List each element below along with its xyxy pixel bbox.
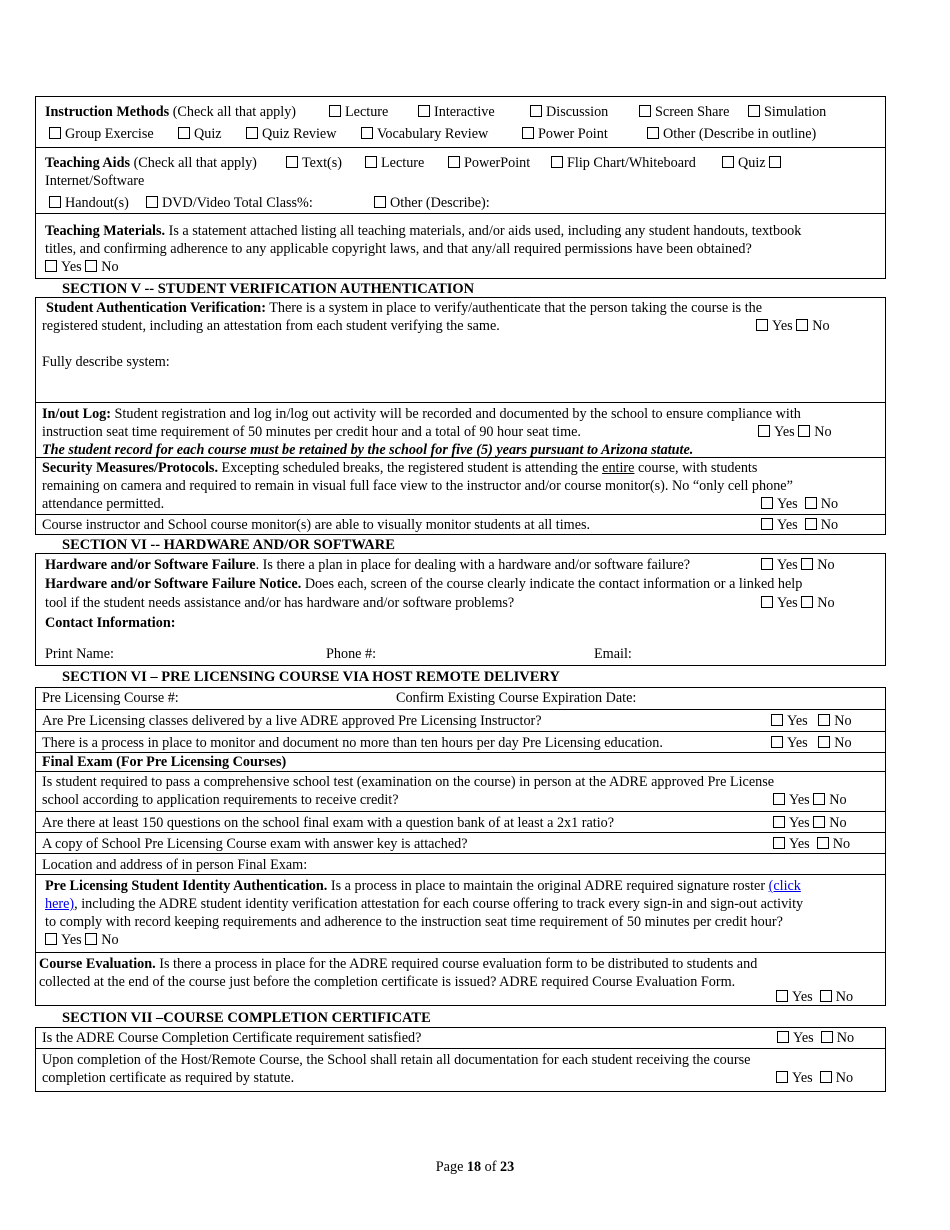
aid-other[interactable]: Other (Describe): [374,194,490,212]
hardware-failure-label: Hardware and/or Software Failure [45,557,256,573]
checkbox[interactable] [761,596,773,608]
checkbox[interactable] [801,596,813,608]
exam-location-row: Location and address of in person Final Exam: [36,853,885,875]
q2-yes-no[interactable]: Yes No [771,734,852,752]
auth-label: Student Authentication Verification: [46,300,266,316]
checkbox[interactable] [246,127,258,139]
opt-discussion[interactable]: Discussion [530,103,608,121]
aid-internet-software: Internet/Software [45,173,145,189]
checkbox[interactable] [146,196,158,208]
checkbox[interactable] [773,837,785,849]
checkbox[interactable] [761,497,773,509]
contact-info-label: Contact Information: [45,615,176,631]
checkbox[interactable] [776,1071,788,1083]
checkbox[interactable] [796,319,808,331]
aid-handouts[interactable]: Handout(s) [49,194,129,212]
checkbox[interactable] [820,990,832,1002]
checkbox[interactable] [522,127,534,139]
inout-retention-note: The student record for each course must be retained by the school for five (5) years pursuant to Arizona statute. [42,442,694,458]
checkbox[interactable] [551,156,563,168]
opt-power-point[interactable]: Power Point [522,125,608,143]
q5-yes-no[interactable]: Yes No [773,835,850,853]
evaluation-yes-no[interactable]: Yes No [776,988,853,1006]
aid-lecture[interactable]: Lecture [365,154,424,172]
hardware-line3: tool if the student needs assistance and/or has hardware and/or software problems? [45,595,515,611]
phone-label: Phone #: [326,646,377,662]
final-exam-row: Final Exam (For Pre Licensing Courses) [36,752,885,772]
monitor-text: Course instructor and School course monitor(s) are able to visually monitor students at all times. [42,517,591,533]
describe-system: Fully describe system: [42,354,170,370]
checkbox[interactable] [722,156,734,168]
aid-powerpoint[interactable]: PowerPoint [448,154,530,172]
security-line3: attendance permitted. [42,496,165,512]
aid-texts[interactable]: Text(s) [286,154,342,172]
instruction-note: (Check all that apply) [172,104,297,120]
security-line2: remaining on camera and required to remain in visual full face view to the instructor and/or course monitor(s). No “only cell phone” [42,478,793,494]
checkbox[interactable] [761,558,773,570]
inout-label: In/out Log: [42,406,111,422]
page-total: 23 [500,1159,515,1175]
inout-yes-no[interactable]: Yes No [758,423,832,441]
verification-box [35,297,886,535]
checkbox[interactable] [805,518,817,530]
completion-box [35,1027,886,1092]
teaching-box [35,96,886,279]
checkbox[interactable] [286,156,298,168]
checkbox[interactable] [361,127,373,139]
checkbox[interactable] [178,127,190,139]
checkbox[interactable] [530,105,542,117]
course-number-row: Pre Licensing Course #: Confirm Existing Course Expiration Date: [42,690,637,706]
security-row: Security Measures/Protocols. Excepting scheduled breaks, the registered student is attending the entire course, with students remaining on camera and required to remain in visual full face view to the instructor and/or course monitor(s). No “only cell phone” attendance permitted. Yes No [36,457,885,515]
question-bank-row: Are there at least 150 questions on the school final exam with a question bank of at least a 2x1 ratio? Yes No [36,811,885,833]
checkbox[interactable] [758,425,770,437]
opt-vocabulary-review[interactable]: Vocabulary Review [361,125,488,143]
q1-yes-no[interactable]: Yes No [771,712,852,730]
checkbox[interactable] [805,497,817,509]
aid-quiz[interactable]: Quiz [722,154,785,172]
checkbox[interactable] [49,127,61,139]
checkbox[interactable] [820,1071,832,1083]
page-number: 18 [466,1159,482,1175]
q3-yes-no[interactable]: Yes No [773,791,847,809]
checkbox[interactable] [639,105,651,117]
page-footer: Page 18 of 23 [435,1159,515,1175]
opt-quiz[interactable]: Quiz [178,125,222,143]
inout-line2: instruction seat time requirement of 50 minutes per credit hour and a total of 90 hour seat time. [42,424,581,440]
section-v-heading: SECTION V -- STUDENT VERIFICATION AUTHENTICATION [62,281,475,297]
checkbox[interactable] [777,1031,789,1043]
identity-yes-no[interactable]: Yes No [45,931,119,949]
print-name-label: Print Name: [45,646,114,662]
prelicensing-box [35,687,886,1006]
opt-simulation[interactable]: Simulation [748,103,826,121]
materials-label: Teaching Materials. [45,223,166,239]
checkbox[interactable] [817,837,829,849]
notice-yes-no[interactable]: Yes No [761,594,835,612]
security-label: Security Measures/Protocols. [42,460,218,476]
checkbox[interactable] [756,319,768,331]
teaching-materials-row: Teaching Materials. Is a statement attached listing all teaching materials, and/or aids used, including any student handouts, textbook titles, and confirming adherence to any applicable copyright laws, and that any/all required permissions have been obtained? Yes No [36,213,885,280]
checkbox[interactable] [769,156,781,168]
checkbox[interactable] [85,933,97,945]
live-instructor-row: Are Pre Licensing classes delivered by a live ADRE approved Pre Licensing Instructor? Yes No [36,709,885,732]
checkbox[interactable] [801,558,813,570]
aid-flip-chart[interactable]: Flip Chart/Whiteboard [551,154,696,172]
section-vi-prelicensing-heading: SECTION VI – PRE LICENSING COURSE VIA HOST REMOTE DELIVERY [62,669,560,685]
checkbox[interactable] [329,105,341,117]
hardware-notice-label: Hardware and/or Software Failure Notice. [45,576,302,592]
click-here-link-cont[interactable]: here) [45,896,75,912]
materials-line2: titles, and confirming adherence to any applicable copyright laws, and that any/all required permissions have been obtained? [45,241,752,257]
teaching-aids-row: Teaching Aids (Check all that apply) Text(s) Lecture PowerPoint Flip Chart/Whiteboard Quiz Internet/Software Handout(s) DVD/Video Total Class%: Other (Describe): [36,147,885,214]
identity-row: Pre Licensing Student Identity Authentication. Is a process in place to maintain the original ADRE required signature roster (click here), including the ADRE student identity verification attestation for each course offering to track every sign-in and sign-out activity to comply with record keeping requirements and adherence to the instruction seat time requirement of 50 minutes per credit hour? Yes No [36,874,885,953]
security-yes-no[interactable]: Yes No [761,495,838,513]
checkbox[interactable] [771,714,783,726]
certificate-yes-no[interactable]: Yes No [777,1029,854,1047]
checkbox[interactable] [771,736,783,748]
opt-interactive[interactable]: Interactive [418,103,495,121]
checkbox[interactable] [49,196,61,208]
checkbox[interactable] [821,1031,833,1043]
checkbox[interactable] [818,736,830,748]
checkbox[interactable] [748,105,760,117]
instruction-label: Instruction Methods [45,104,170,120]
section-vii-heading: SECTION VII –COURSE COMPLETION CERTIFICATE [62,1010,431,1026]
checkbox[interactable] [813,816,825,828]
q4-yes-no[interactable]: Yes No [773,814,847,832]
exam-copy-row: A copy of School Pre Licensing Course exam with answer key is attached? Yes No [36,832,885,854]
materials-yes-no[interactable]: Yes No [45,258,119,276]
checkbox[interactable] [45,933,57,945]
checkbox[interactable] [776,990,788,1002]
inout-row: In/out Log: Student registration and log in/log out activity will be recorded and documented by the school to ensure compliance with instruction seat time requirement of 50 minutes per credit hour and a total of 90 hour seat time. Yes No The student record for each course must be retained by the school for five (5) years pursuant to Arizona statute. [36,402,885,458]
auth-line2: registered student, including an attestation from each student verifying the same. [42,318,500,334]
certificate-row: Is the ADRE Course Completion Certificate requirement satisfied? Yes No [42,1030,855,1046]
opt-other[interactable]: Other (Describe in outline) [647,125,816,143]
checkbox[interactable] [761,518,773,530]
checkbox[interactable] [813,793,825,805]
checkbox[interactable] [365,156,377,168]
auth-row: Student Authentication Verification: There is a system in place to verify/authenticate that the person taking the course is the registered student, including an attestation from each student verifying the same. Yes No Fully describe system: [42,300,830,370]
checkbox[interactable] [773,793,785,805]
opt-screen-share[interactable]: Screen Share [639,103,729,121]
instruction-methods-row [36,97,885,147]
retain-docs-row: Upon completion of the Host/Remote Course, the School shall retain all documentation for each student receiving the course completion certificate as required by statute. Yes No [36,1048,885,1093]
identity-label: Pre Licensing Student Identity Authentication. [45,878,328,894]
checkbox[interactable] [45,260,57,272]
aids-label: Teaching Aids [45,155,131,171]
checkbox[interactable] [85,260,97,272]
checkbox[interactable] [418,105,430,117]
retain-yes-no[interactable]: Yes No [776,1069,853,1087]
email-label: Email: [594,646,632,662]
evaluation-label: Course Evaluation. [39,956,156,972]
monitor-row [36,514,885,536]
click-here-link[interactable]: (click [768,878,801,894]
auth-yes-no[interactable]: Yes No [756,317,830,335]
checkbox[interactable] [374,196,386,208]
checkbox[interactable] [818,714,830,726]
checkbox[interactable] [773,816,785,828]
hardware-yes-no[interactable]: Yes No [761,556,835,574]
checkbox[interactable] [647,127,659,139]
opt-quiz-review[interactable]: Quiz Review [246,125,336,143]
hardware-box: Hardware and/or Software Failure. Is there a plan in place for dealing with a hardware and/or software failure? Yes No Hardware and/or Software Failure Notice. Does each, screen of the course clearly indicate the contact information or a linked help tool if the student needs assistance and/or has hardware and/or software problems? Yes No Contact Information: Print Name: Phone #: Email: [35,553,886,666]
checkbox[interactable] [798,425,810,437]
ten-hours-row: There is a process in place to monitor and document no more than ten hours per day Pre Licensing education. Yes No [36,731,885,753]
evaluation-row: Course Evaluation. Is there a process in place for the ADRE required course evaluation form to be distributed to students and collected at the end of the course just before the completion certificate is issued? ADRE required Course Evaluation Form. Yes No [36,952,885,1007]
aid-dvd-video[interactable]: DVD/Video Total Class%: [146,194,313,212]
checkbox[interactable] [448,156,460,168]
opt-group-exercise[interactable]: Group Exercise [49,125,154,143]
in-person-test-row: Is student required to pass a comprehensive school test (examination on the course) in person at the ADRE approved Pre License school according to application requirements to receive credit? Yes No [36,771,885,812]
section-vi-heading: SECTION VI -- HARDWARE AND/OR SOFTWARE [62,537,395,553]
opt-lecture[interactable]: Lecture [329,103,388,121]
monitor-yes-no[interactable]: Yes No [761,516,838,534]
